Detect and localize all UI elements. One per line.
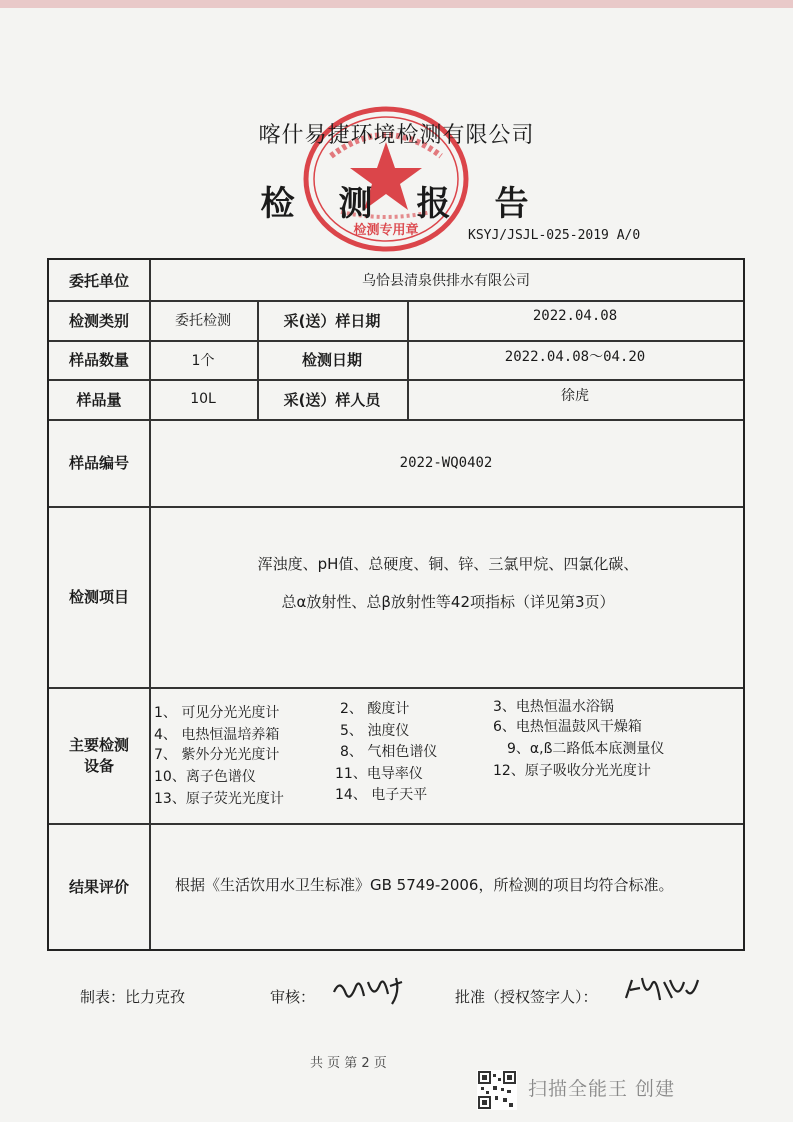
test-items <box>158 545 738 621</box>
client-value: 乌恰县清泉供排水有限公司 <box>362 273 530 289</box>
equipment-label <box>49 687 149 823</box>
type-value: 委托检测 <box>175 313 231 329</box>
amount-value: 10L <box>190 391 216 407</box>
equipment-item: 1、 可见分光光度计 <box>154 705 280 721</box>
test-date-value: 2022.04.08～04.20 <box>504 348 646 365</box>
equipment-item: 8、 气相色谱仪 <box>340 744 438 760</box>
sampler-label: 采(送）样人员 <box>283 390 381 409</box>
quantity-label: 样品数量 <box>68 351 129 369</box>
equipment-item: 3、电热恒温水浴锅 <box>493 699 614 715</box>
report-title: 检测报告 <box>260 184 573 224</box>
sampler-value: 徐虎 <box>561 388 589 404</box>
reviewed-by-label: 审核： <box>270 988 316 1006</box>
equipment-label-line1: 主要检测 <box>68 736 129 754</box>
reviewer-signature <box>330 972 408 1008</box>
equipment-item: 5、 浊度仪 <box>340 723 410 739</box>
approved-by-label: 批准（授权签字人）： <box>455 988 598 1006</box>
type-label: 检测类别 <box>68 311 129 330</box>
page-number: 共 页 第 2 页 <box>310 1056 387 1071</box>
sample-number-value: 2022-WQ0402 <box>399 454 493 471</box>
test-items-line2: 总α放射性、总β放射性等42项指标（详见第3页） <box>281 593 615 611</box>
equipment-item: 7、 紫外分光光度计 <box>154 747 280 763</box>
prepared-by: 制表：比力克孜 <box>80 988 186 1006</box>
equipment-item: 4、 电热恒温培养箱 <box>154 727 280 743</box>
top-edge-band <box>0 0 793 8</box>
sample-date-value: 2022.04.08 <box>532 308 618 324</box>
svg-text:检测专用章: 检测专用章 <box>353 223 419 238</box>
test-items-line1: 浑浊度、pH值、总硬度、铜、锌、三氯甲烷、四氯化碳、 <box>257 555 639 573</box>
test-items-label: 检测项目 <box>68 588 129 606</box>
equipment-item: 13、原子荧光光度计 <box>154 791 284 807</box>
equipment-item: 9、α,ß二路低本底测量仪 <box>507 741 665 757</box>
approver-signature <box>622 972 700 1008</box>
client-label: 委托单位 <box>68 271 129 290</box>
result-label: 结果评价 <box>68 877 129 896</box>
quantity-value: 1个 <box>191 352 215 369</box>
equipment-item: 6、电热恒温鼓风干燥箱 <box>493 719 642 735</box>
document-number: KSYJ/JSJL-025-2019 A/0 <box>468 228 641 243</box>
qr-code-icon <box>477 1070 517 1110</box>
company-name: 喀什易捷环境检测有限公司 <box>258 123 535 148</box>
equipment-item: 11、电导率仪 <box>335 766 423 782</box>
equipment-label-line2: 设备 <box>83 757 114 775</box>
scanner-watermark: 扫描全能王 创建 <box>528 1078 676 1100</box>
equipment-item: 2、 酸度计 <box>340 701 410 717</box>
equipment-item: 10、离子色谱仪 <box>154 769 256 785</box>
equipment-item: 14、 电子天平 <box>335 787 428 803</box>
result-text: 根据《生活饮用水卫生标准》GB 5749-2006，所检测的项目均符合标准。 <box>175 876 674 894</box>
amount-label: 样品量 <box>76 390 122 409</box>
test-date-label: 检测日期 <box>301 351 362 369</box>
sample-number-label: 样品编号 <box>68 454 129 472</box>
sample-date-label: 采(送）样日期 <box>283 311 381 330</box>
equipment-item: 12、原子吸收分光光度计 <box>493 763 651 779</box>
